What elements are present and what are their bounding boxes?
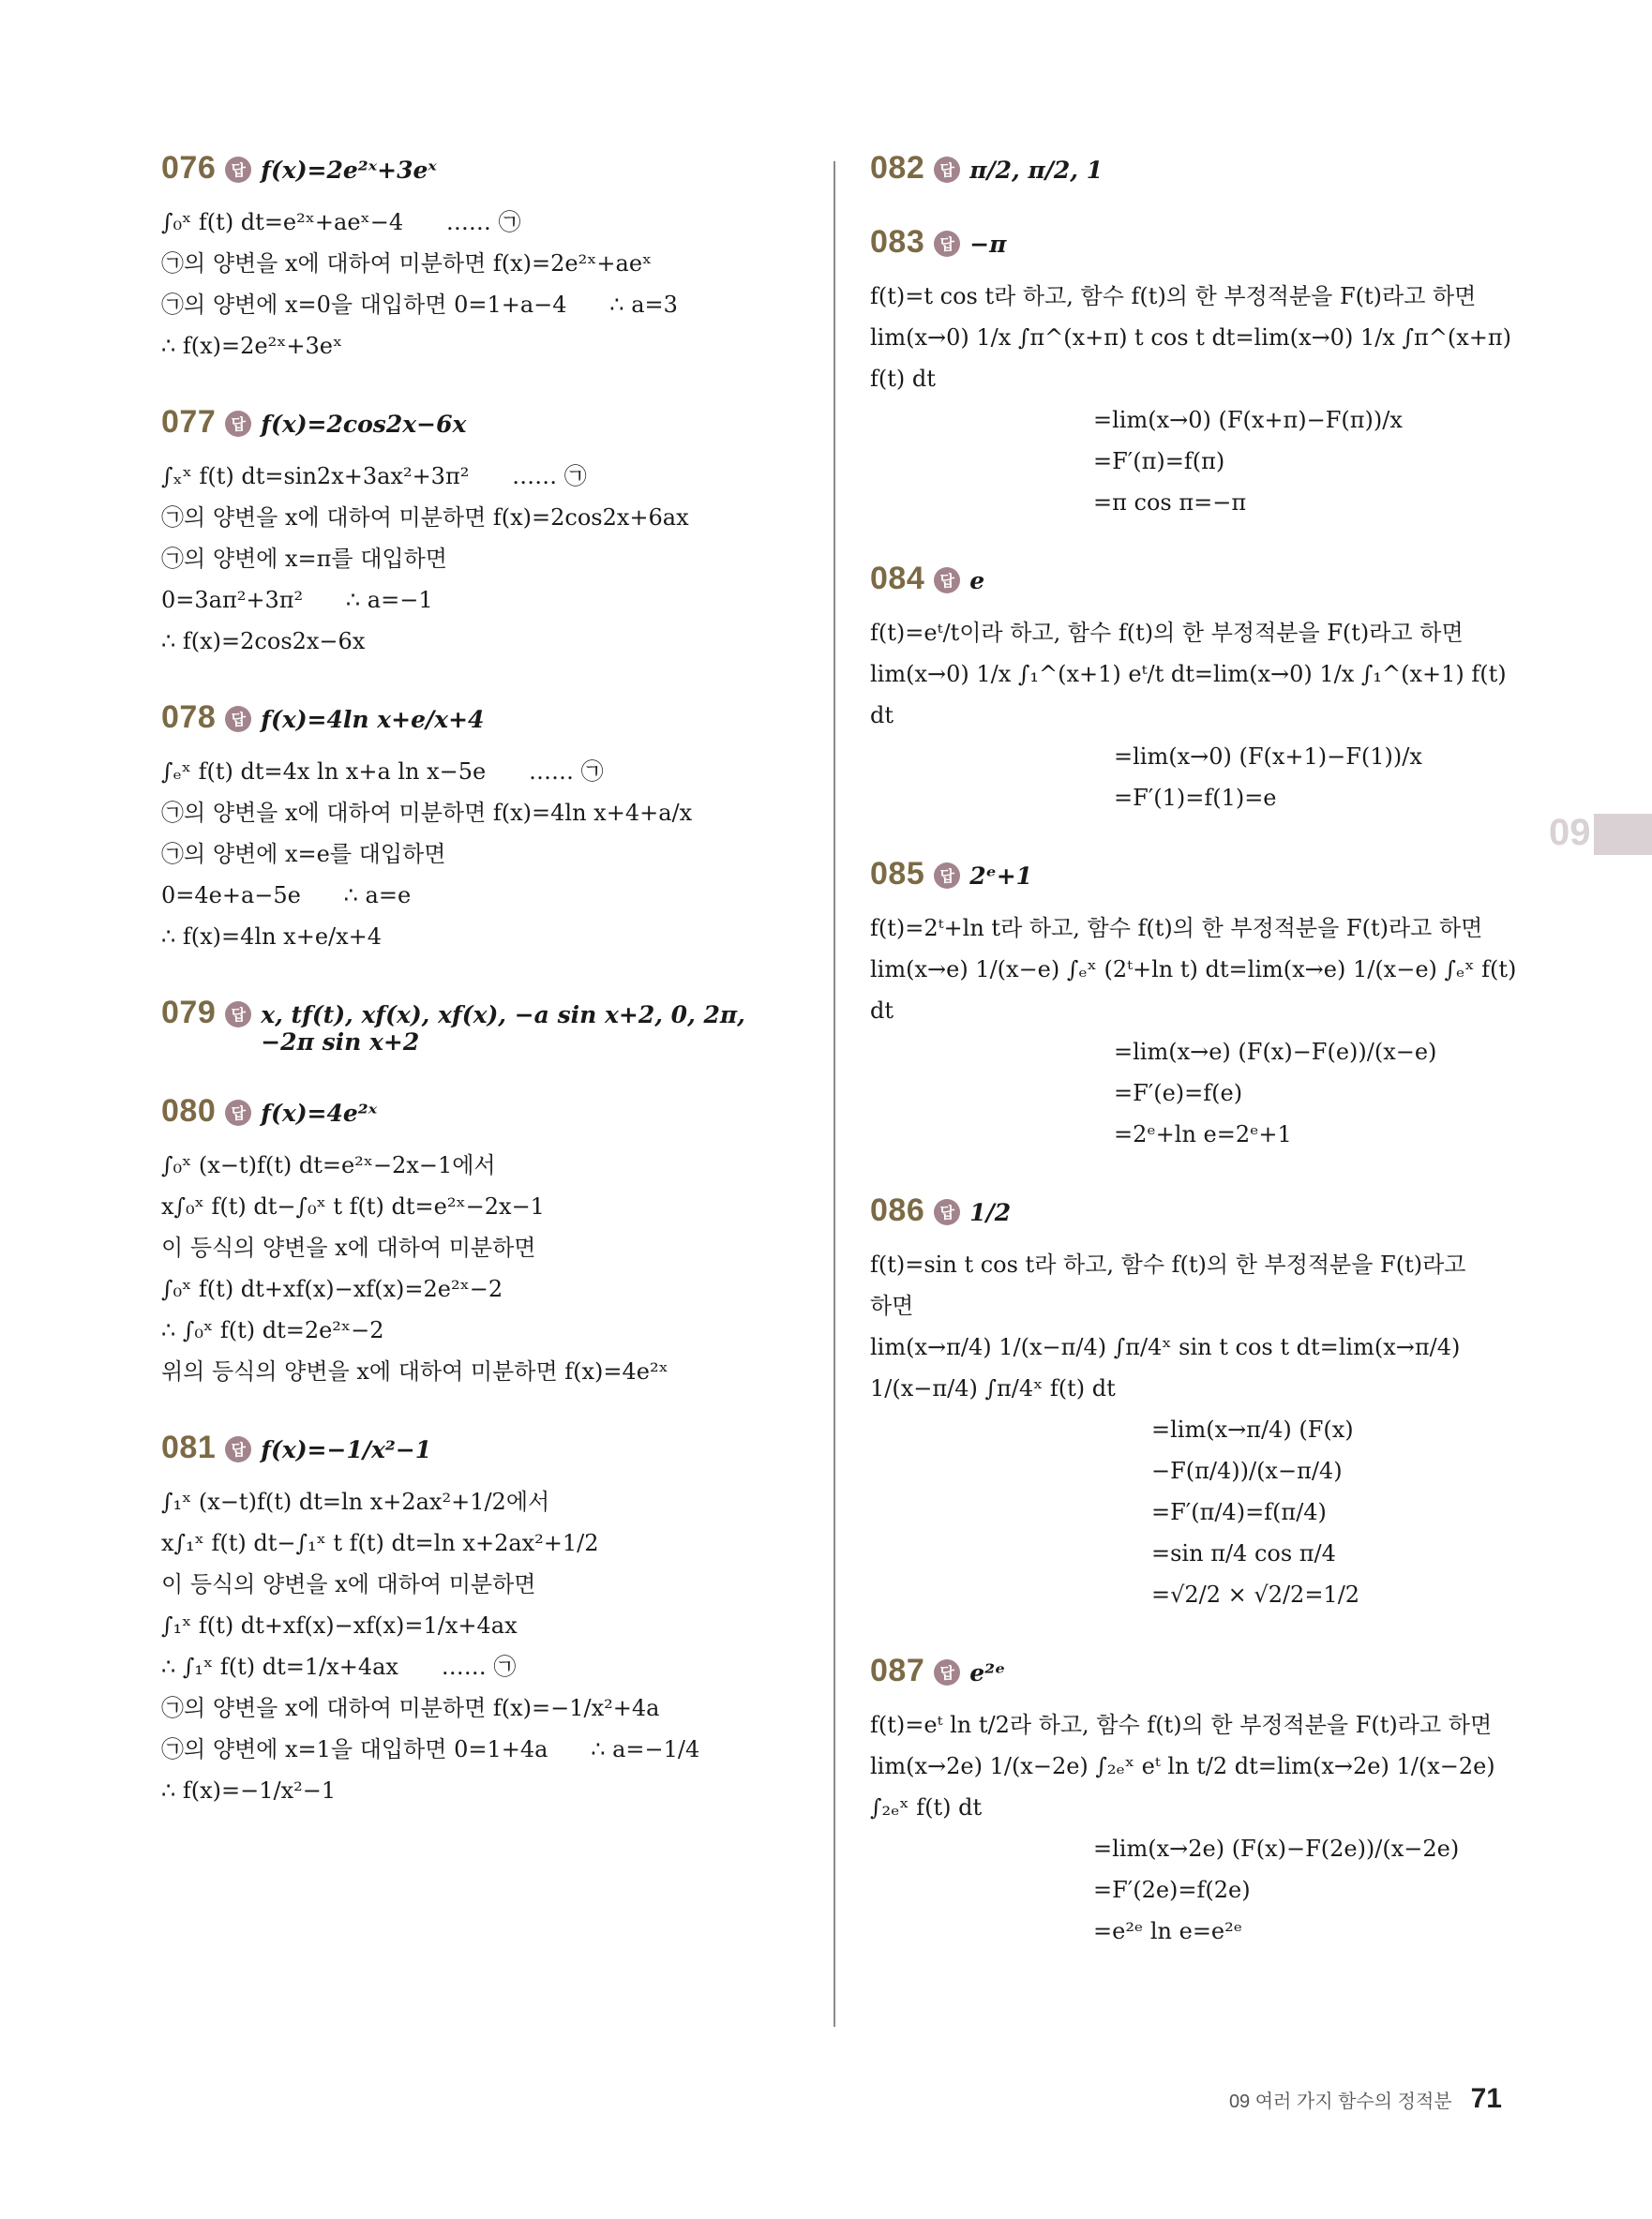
solution-line: =F′(π)=f(π) bbox=[1093, 448, 1225, 474]
answer-badge: 답 bbox=[934, 157, 960, 183]
problem-number: 077 bbox=[161, 404, 217, 440]
solution-line: ∴ f(x)=2cos2x−6x bbox=[161, 628, 366, 654]
solution-line: =F′(π/4)=f(π/4) bbox=[1151, 1499, 1327, 1525]
page-footer bbox=[1229, 2083, 1502, 2115]
problem-080 bbox=[161, 1093, 818, 1392]
solution-line: =lim(x→e) (F(x)−F(e))/(x−e) bbox=[1114, 1039, 1437, 1065]
answer-text: π/2, π/2, 1 bbox=[969, 157, 1104, 184]
solution-line: lim(x→π/4) 1/(x−π/4) ∫π/4ˣ sin t cos t dt=lim(x→π/4) 1/(x−π/4) ∫π/4ˣ f(t) dt bbox=[870, 1334, 1467, 1402]
problem-081 bbox=[161, 1430, 818, 1811]
problem-086 bbox=[870, 1192, 1526, 1615]
problem-number: 087 bbox=[870, 1653, 925, 1688]
solution-line: ∴ f(x)=2e²ˣ+3eˣ bbox=[161, 333, 343, 359]
solution-line: ㉠의 양변을 x에 대하여 미분하면 f(x)=2cos2x+6ax bbox=[161, 504, 689, 531]
problem-header bbox=[161, 150, 818, 187]
answer-badge: 답 bbox=[225, 1001, 251, 1027]
answer-badge: 답 bbox=[225, 706, 251, 732]
solution-line: ∴ f(x)=−1/x²−1 bbox=[161, 1777, 337, 1804]
answer-text: e bbox=[969, 567, 985, 594]
solution-line: =√2/2 × √2/2=1/2 bbox=[1151, 1582, 1360, 1608]
solution-line: ∫ₑˣ f(t) dt=4x ln x+a ln x−5e …… ㉠ bbox=[161, 758, 604, 785]
problem-number: 076 bbox=[161, 150, 217, 186]
answer-badge: 답 bbox=[934, 231, 960, 257]
left-column bbox=[161, 150, 818, 1849]
solution-line: =π cos π=−π bbox=[1093, 489, 1247, 516]
problem-076 bbox=[161, 150, 818, 367]
solution-line: =e²ᵉ ln e=e²ᵉ bbox=[1093, 1918, 1243, 1944]
solution-line: =F′(e)=f(e) bbox=[1114, 1080, 1243, 1106]
solution-line: ∫₀ˣ (x−t)f(t) dt=e²ˣ−2x−1에서 bbox=[161, 1152, 496, 1178]
problem-077 bbox=[161, 404, 818, 662]
problem-number: 086 bbox=[870, 1192, 925, 1228]
answer-badge: 답 bbox=[934, 567, 960, 593]
answer-text: x, tf(t), xf(x), xf(x), −a sin x+2, 0, 2π, −2π sin x+2 bbox=[261, 1001, 745, 1056]
problem-header bbox=[161, 404, 818, 441]
solution-line: f(t)=sin t cos t라 하고, 함수 f(t)의 한 부정적분을 F(t)라고 bbox=[870, 1252, 1466, 1278]
problem-header bbox=[870, 224, 1526, 261]
chapter-tab bbox=[1594, 814, 1652, 855]
problem-header bbox=[870, 1653, 1526, 1689]
solution-line: ∫₁ˣ f(t) dt+xf(x)−xf(x)=1/x+4ax bbox=[161, 1612, 518, 1639]
problem-number: 084 bbox=[870, 561, 925, 596]
solution-line: f(t)=eᵗ/t이라 하고, 함수 f(t)의 한 부정적분을 F(t)라고 하면 bbox=[870, 620, 1464, 646]
problem-header bbox=[161, 995, 818, 1056]
solution-line: lim(x→e) 1/(x−e) ∫ₑˣ (2ᵗ+ln t) dt=lim(x→e) 1/(x−e) ∫ₑˣ f(t) dt bbox=[870, 956, 1524, 1024]
problem-number: 080 bbox=[161, 1093, 217, 1129]
problem-082 bbox=[870, 150, 1526, 187]
problem-number: 079 bbox=[161, 995, 217, 1030]
answer-text: e²ᵉ bbox=[969, 1659, 1006, 1687]
answer-badge: 답 bbox=[225, 157, 251, 183]
answer-text: f(x)=4ln x+e/x+4 bbox=[261, 706, 485, 733]
answer-text: 1/2 bbox=[969, 1199, 1012, 1226]
solution-line: =lim(x→2e) (F(x)−F(2e))/(x−2e) bbox=[1093, 1836, 1460, 1862]
answer-badge: 답 bbox=[225, 411, 251, 437]
problem-header bbox=[870, 150, 1526, 187]
answer-text: f(x)=4e²ˣ bbox=[261, 1100, 378, 1127]
solution-line: ∫₀ˣ f(t) dt=e²ˣ+aeˣ−4 …… ㉠ bbox=[161, 209, 521, 235]
solution-line: f(t)=2ᵗ+ln t라 하고, 함수 f(t)의 한 부정적분을 F(t)라고 하면 bbox=[870, 915, 1483, 941]
answer-badge: 답 bbox=[225, 1436, 251, 1462]
solution-line: ∴ f(x)=4ln x+e/x+4 bbox=[161, 923, 383, 950]
chapter-tab-label: 09 bbox=[1549, 812, 1591, 853]
problem-083 bbox=[870, 224, 1526, 523]
footer-chapter-title: 09 여러 가지 함수의 정적분 bbox=[1228, 2092, 1452, 2112]
solution-line: f(t)=t cos t라 하고, 함수 f(t)의 한 부정적분을 F(t)라고 하면 bbox=[870, 283, 1477, 309]
answer-text: f(x)=2cos2x−6x bbox=[261, 411, 467, 438]
solution-line: ㉠의 양변에 x=0을 대입하면 0=1+a−4 ∴ a=3 bbox=[161, 292, 678, 318]
solution-line: =lim(x→π/4) (F(x)−F(π/4))/(x−π/4) bbox=[1151, 1417, 1354, 1484]
problem-header bbox=[161, 699, 818, 736]
solution-line: 이 등식의 양변을 x에 대하여 미분하면 bbox=[161, 1235, 536, 1261]
problem-number: 081 bbox=[161, 1430, 217, 1465]
problem-079 bbox=[161, 995, 818, 1056]
solution-line: ∴ ∫₀ˣ f(t) dt=2e²ˣ−2 bbox=[161, 1317, 384, 1343]
problem-number: 085 bbox=[870, 856, 925, 892]
solution-line: ㉠의 양변을 x에 대하여 미분하면 f(x)=4ln x+4+a/x bbox=[161, 800, 693, 826]
solution-line: ㉠의 양변에 x=e를 대입하면 bbox=[161, 841, 446, 867]
solution-line: ∫₁ˣ (x−t)f(t) dt=ln x+2ax²+1/2에서 bbox=[161, 1489, 550, 1515]
solution-line: lim(x→2e) 1/(x−2e) ∫₂ₑˣ eᵗ ln t/2 dt=lim(x→2e) 1/(x−2e) ∫₂ₑˣ f(t) dt bbox=[870, 1753, 1503, 1821]
solution-line: ㉠의 양변에 x=π를 대입하면 bbox=[161, 546, 447, 572]
problem-number: 083 bbox=[870, 224, 925, 260]
solution-line: =F′(2e)=f(2e) bbox=[1093, 1877, 1251, 1903]
answer-text: −π bbox=[969, 231, 1007, 258]
solution-line: ∫ₓˣ f(t) dt=sin2x+3ax²+3π² …… ㉠ bbox=[161, 463, 587, 489]
answer-badge: 답 bbox=[934, 862, 960, 889]
problem-085 bbox=[870, 856, 1526, 1155]
answer-text: f(x)=2e²ˣ+3eˣ bbox=[261, 157, 437, 184]
problem-header bbox=[870, 856, 1526, 892]
answer-badge: 답 bbox=[934, 1199, 960, 1225]
problem-header bbox=[870, 561, 1526, 597]
solution-line: 0=4e+a−5e ∴ a=e bbox=[161, 882, 412, 908]
solution-line: x∫₀ˣ f(t) dt−∫₀ˣ t f(t) dt=e²ˣ−2x−1 bbox=[161, 1193, 545, 1220]
problem-header bbox=[870, 1192, 1526, 1229]
answer-text: f(x)=−1/x²−1 bbox=[261, 1436, 432, 1463]
solution-line: 이 등식의 양변을 x에 대하여 미분하면 bbox=[161, 1571, 536, 1597]
solution-line: ㉠의 양변에 x=1을 대입하면 0=1+4a ∴ a=−1/4 bbox=[161, 1736, 700, 1762]
solution-line: =2ᵉ+ln e=2ᵉ+1 bbox=[1114, 1121, 1292, 1147]
solution-line: ㉠의 양변을 x에 대하여 미분하면 f(x)=2e²ˣ+aeˣ bbox=[161, 250, 653, 277]
right-column bbox=[870, 150, 1526, 1989]
column-divider bbox=[834, 161, 835, 2027]
page-number: 71 bbox=[1470, 2083, 1502, 2114]
solution-line: f(t)=eᵗ ln t/2라 하고, 함수 f(t)의 한 부정적분을 F(t)라고 하면 bbox=[870, 1712, 1493, 1738]
solution-line: lim(x→0) 1/x ∫π^(x+π) t cos t dt=lim(x→0) 1/x ∫π^(x+π) f(t) dt bbox=[870, 324, 1519, 392]
solution-line: x∫₁ˣ f(t) dt−∫₁ˣ t f(t) dt=ln x+2ax²+1/2 bbox=[161, 1530, 599, 1556]
problem-number: 078 bbox=[161, 699, 217, 735]
solution-line: ㉠의 양변을 x에 대하여 미분하면 f(x)=−1/x²+4a bbox=[161, 1695, 660, 1721]
solution-line: =lim(x→0) (F(x+π)−F(π))/x bbox=[1093, 407, 1403, 433]
solution-line: =sin π/4 cos π/4 bbox=[1151, 1540, 1336, 1567]
solution-line: lim(x→0) 1/x ∫₁^(x+1) eᵗ/t dt=lim(x→0) 1/x ∫₁^(x+1) f(t) dt bbox=[870, 661, 1514, 728]
problem-number: 082 bbox=[870, 150, 925, 186]
answer-text: 2ᵉ+1 bbox=[969, 862, 1033, 890]
problem-087 bbox=[870, 1653, 1526, 1952]
problem-078 bbox=[161, 699, 818, 957]
solution-line: ∴ ∫₁ˣ f(t) dt=1/x+4ax …… ㉠ bbox=[161, 1654, 517, 1680]
solution-line: ∫₀ˣ f(t) dt+xf(x)−xf(x)=2e²ˣ−2 bbox=[161, 1276, 503, 1302]
solution-line: =F′(1)=f(1)=e bbox=[1114, 785, 1277, 811]
solution-line: 0=3aπ²+3π² ∴ a=−1 bbox=[161, 587, 433, 613]
answer-badge: 답 bbox=[225, 1100, 251, 1126]
answer-badge: 답 bbox=[934, 1659, 960, 1686]
problem-084 bbox=[870, 561, 1526, 818]
solution-line: =lim(x→0) (F(x+1)−F(1))/x bbox=[1114, 743, 1422, 770]
solution-line: 위의 등식의 양변을 x에 대하여 미분하면 f(x)=4e²ˣ bbox=[161, 1358, 668, 1385]
problem-header bbox=[161, 1093, 818, 1130]
solution-line: 하면 bbox=[870, 1293, 914, 1319]
problem-header bbox=[161, 1430, 818, 1466]
